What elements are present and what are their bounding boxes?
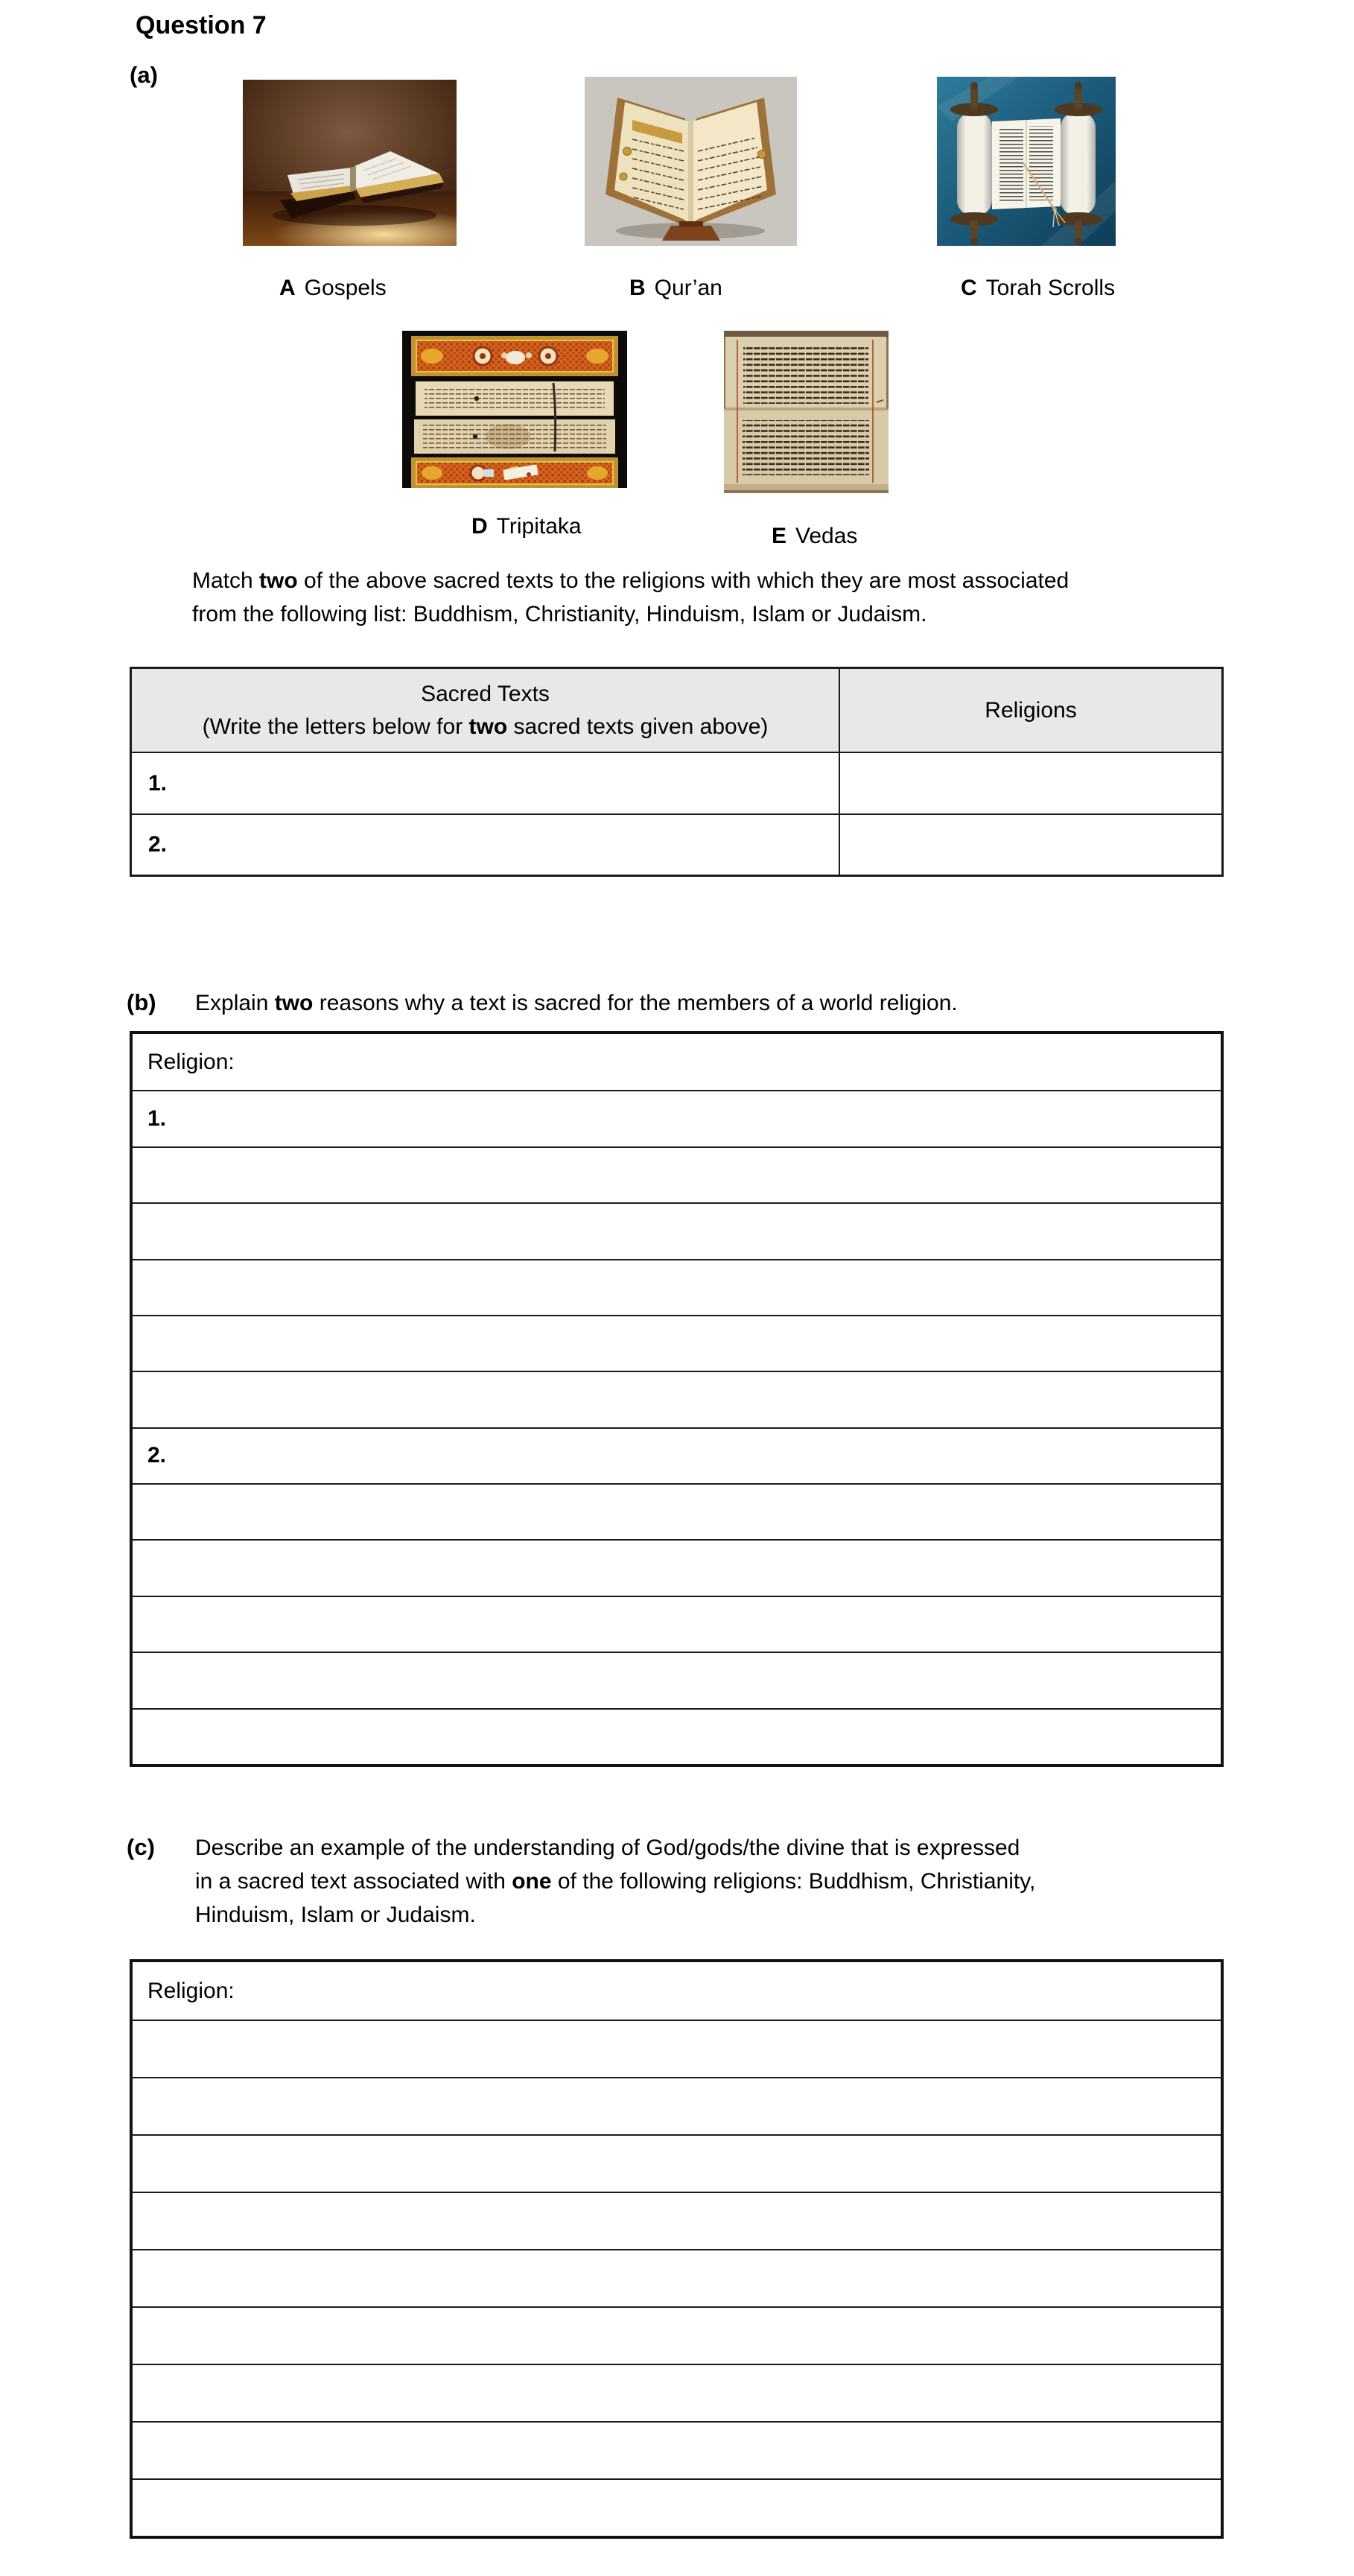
answer-line[interactable] [133, 2421, 1221, 2478]
religion-label: Religion: [147, 1049, 235, 1074]
answer-line[interactable] [133, 1259, 1221, 1315]
part-a-instruction-line2: from the following list: Buddhism, Christianity, Hinduism, Islam or Judaism. [192, 602, 927, 626]
prompt-text: Explain [195, 991, 275, 1015]
prompt-text: of the following religions: Buddhism, Christianity, [551, 1869, 1036, 1894]
part-a-label: (a) [130, 62, 158, 88]
answer-line[interactable] [133, 1202, 1221, 1258]
header-bold-word: two [468, 714, 508, 739]
caption-letter: E [772, 524, 787, 548]
header-text: (Write the letters below for [202, 714, 469, 739]
part-c-prompt-line3: Hinduism, Islam or Judaism. [195, 1903, 476, 1927]
answer-line[interactable] [133, 2077, 1221, 2134]
tripitaka-photo [402, 331, 627, 488]
answer-line[interactable] [133, 2192, 1221, 2249]
instruction-text: Match [192, 568, 260, 593]
caption-tripitaka [471, 514, 582, 539]
instruction-text: of the above sacred texts to the religions with which they are most associated [297, 568, 1069, 593]
part-c-label: (c) [127, 1834, 155, 1860]
caption-name: Qur’an [654, 276, 722, 300]
table-row2-sacred-text-cell[interactable] [132, 813, 839, 875]
caption-torah-scrolls [961, 276, 1115, 300]
part-b-label: (b) [127, 989, 156, 1015]
part-c-answer-box [130, 1959, 1224, 2539]
answer-line[interactable] [133, 1146, 1221, 1202]
vedas-photo [724, 331, 889, 493]
answer-line[interactable] [133, 1708, 1221, 1764]
table-header-sacred-texts [132, 669, 839, 752]
table-header-line2 [203, 711, 769, 743]
sacred-texts-table [130, 667, 1224, 877]
answer-line[interactable] [133, 2249, 1221, 2306]
answer-line[interactable] [133, 2478, 1221, 2536]
caption-name: Vedas [795, 524, 858, 548]
row-number: 2. [148, 832, 168, 857]
question-title: Question 7 [136, 11, 267, 39]
answer-line[interactable] [133, 1539, 1221, 1595]
religion-row[interactable] [133, 1034, 1221, 1090]
caption-name: Torah Scrolls [985, 276, 1116, 300]
answer-line[interactable] [133, 1483, 1221, 1539]
part-a-instruction-line1 [192, 568, 1069, 594]
religion-row[interactable] [133, 1962, 1221, 2020]
religion-label: Religion: [147, 1978, 235, 2003]
part-b-answer-box [130, 1031, 1224, 1767]
part-c-prompt-line1: Describe an example of the understanding of God/gods/the divine that is expressed [195, 1836, 1020, 1860]
item-number: 2. [147, 1443, 167, 1468]
table-header-religions: Religions [839, 669, 1221, 752]
table-row2-religion-cell[interactable] [839, 813, 1221, 875]
caption-letter: C [961, 276, 977, 300]
answer-line[interactable] [133, 2306, 1221, 2364]
answer-line[interactable] [133, 1315, 1221, 1371]
prompt-text: reasons why a text is sacred for the members of a world religion. [313, 991, 958, 1015]
caption-gospels [279, 276, 387, 300]
caption-vedas [772, 524, 857, 548]
caption-name: Gospels [304, 276, 387, 300]
reason-1-row[interactable] [133, 1090, 1221, 1146]
torah-scrolls-photo [937, 77, 1116, 246]
prompt-bold-word: one [512, 1869, 552, 1894]
quran-photo [585, 77, 797, 246]
gospels-photo [243, 80, 457, 246]
caption-letter: B [629, 276, 646, 300]
row-number: 1. [148, 770, 168, 796]
answer-line[interactable] [133, 2134, 1221, 2192]
answer-line[interactable] [133, 1652, 1221, 1707]
table-header-line1: Sacred Texts [421, 681, 550, 706]
reason-2-row[interactable] [133, 1427, 1221, 1483]
prompt-bold-word: two [274, 991, 314, 1015]
answer-line[interactable] [133, 2020, 1221, 2077]
caption-quran [629, 276, 722, 300]
header-text: sacred texts given above) [507, 714, 769, 739]
caption-name: Tripitaka [496, 514, 582, 539]
caption-letter: D [471, 514, 488, 539]
answer-line[interactable] [133, 2364, 1221, 2421]
prompt-text: in a sacred text associated with [195, 1869, 512, 1894]
answer-line[interactable] [133, 1371, 1221, 1427]
table-row1-religion-cell[interactable] [839, 752, 1221, 813]
part-c-prompt-line2 [195, 1868, 1035, 1895]
table-row1-sacred-text-cell[interactable] [132, 752, 839, 813]
answer-line[interactable] [133, 1596, 1221, 1652]
item-number: 1. [147, 1106, 167, 1132]
instruction-bold-word: two [259, 568, 298, 593]
caption-letter: A [279, 276, 296, 300]
part-b-prompt [195, 990, 958, 1017]
